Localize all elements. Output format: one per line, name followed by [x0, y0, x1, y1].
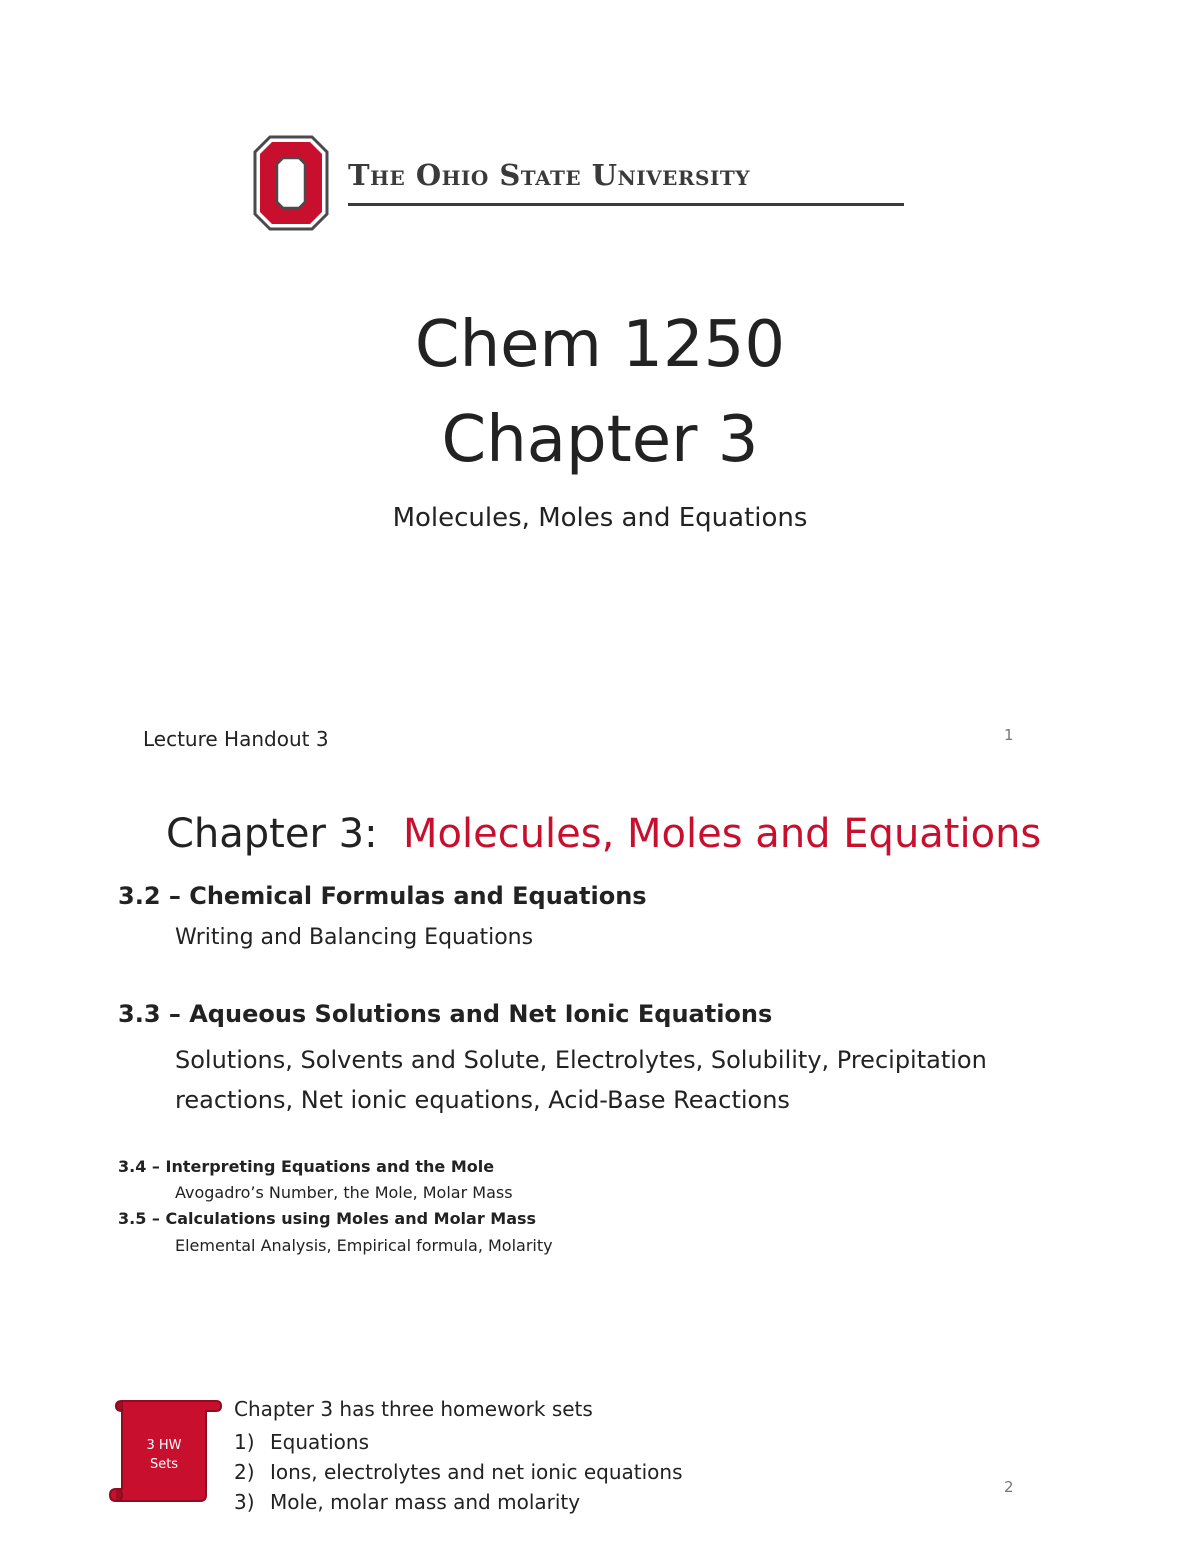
hw-sets-badge-label [128, 1436, 200, 1474]
chapter-heading-prefix: Chapter 3: [166, 811, 378, 857]
section-3-5-title: 3.5 – Calculations using Moles and Molar Mass [118, 1209, 537, 1228]
list-item-number: 1) [234, 1430, 255, 1454]
section-3-4-title: 3.4 – Interpreting Equations and the Mole [118, 1157, 495, 1176]
university-wordmark: The Ohio State University [348, 158, 750, 192]
list-item [234, 1457, 683, 1487]
list-item-text: Mole, molar mass and molarity [270, 1490, 581, 1514]
hw-intro: Chapter 3 has three homework sets [234, 1397, 593, 1421]
lecture-handout-label: Lecture Handout 3 [143, 727, 329, 751]
list-item-text: Equations [270, 1430, 369, 1454]
badge-line-2: Sets [149, 1457, 179, 1472]
badge-line-1: 3 HW [146, 1438, 182, 1453]
block-o-logo-icon [252, 134, 330, 232]
section-3-2-title: 3.2 – Chemical Formulas and Equations [118, 882, 647, 910]
page-number-1: 1 [1004, 726, 1014, 744]
list-item [234, 1487, 683, 1517]
title-chapter: Chapter 3 [441, 403, 759, 477]
wordmark-rule [348, 203, 904, 206]
list-item [234, 1427, 683, 1457]
chapter-heading [166, 811, 1041, 857]
section-3-2-body: Writing and Balancing Equations [175, 925, 534, 950]
section-3-3-body: Solutions, Solvents and Solute, Electrolytes, Solubility, Precipitation reactions, Net ionic equations, Acid-Base Reactions [175, 1046, 987, 1114]
list-item-number: 2) [234, 1460, 255, 1484]
subtitle: Molecules, Moles and Equations [392, 503, 808, 533]
title-course: Chem 1250 [414, 308, 786, 382]
page-number-2: 2 [1004, 1478, 1014, 1496]
chapter-heading-accent: Molecules, Moles and Equations [403, 811, 1042, 857]
section-3-4-body: Avogadro’s Number, the Mole, Molar Mass [175, 1183, 513, 1202]
list-item-text: Ions, electrolytes and net ionic equations [270, 1460, 683, 1484]
hw-list [234, 1427, 683, 1517]
section-3-5-body: Elemental Analysis, Empirical formula, Molarity [175, 1236, 553, 1255]
list-item-number: 3) [234, 1490, 255, 1514]
section-3-3-title: 3.3 – Aqueous Solutions and Net Ionic Equations [118, 1000, 773, 1028]
